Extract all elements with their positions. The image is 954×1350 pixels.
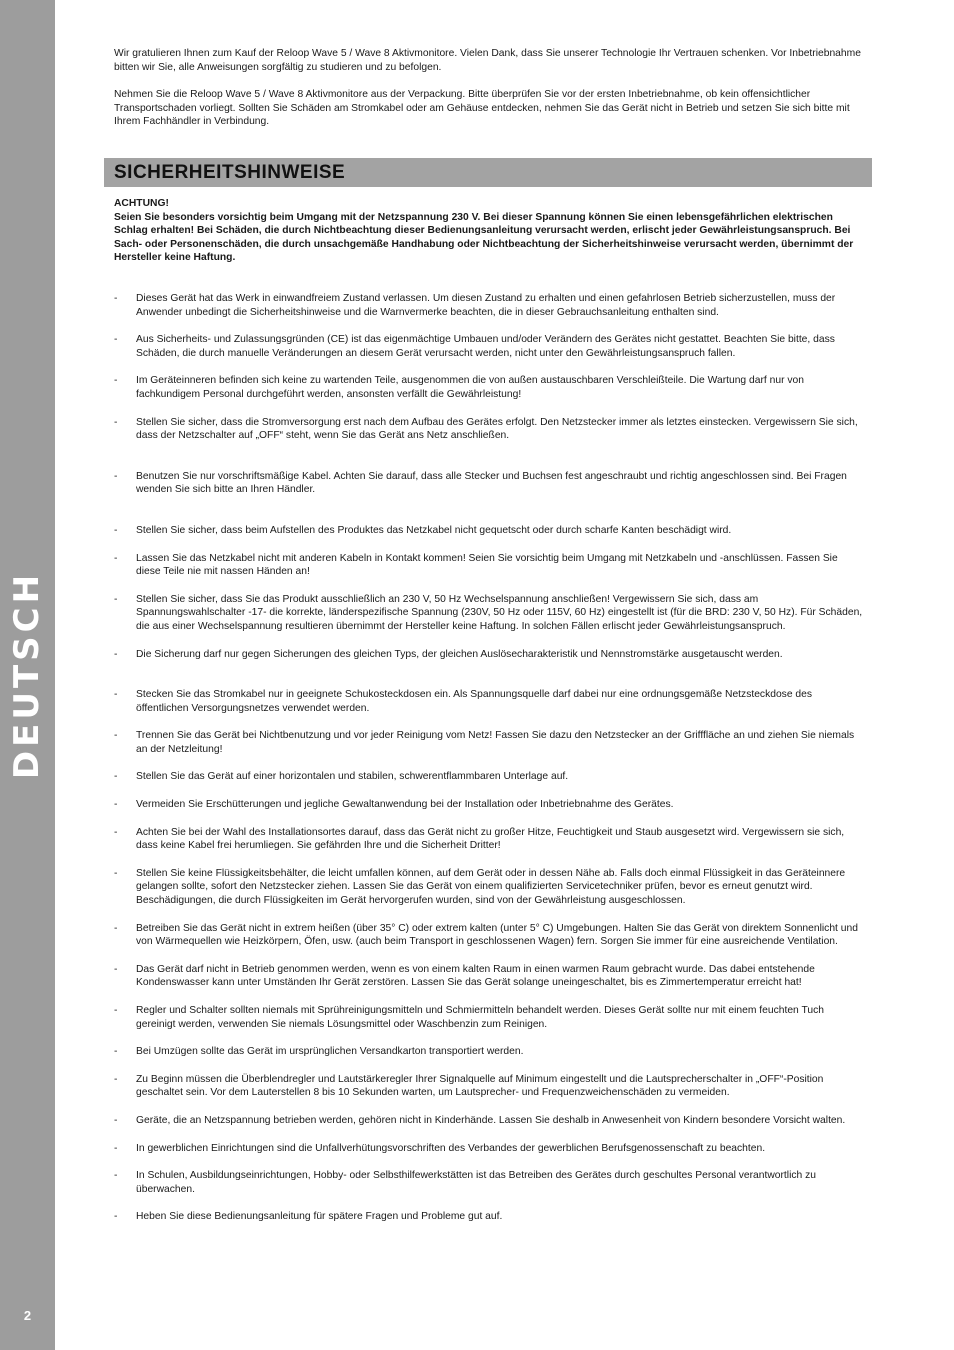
bullet-dash: - bbox=[114, 826, 118, 838]
bullet-dash: - bbox=[114, 648, 118, 660]
list-item bbox=[114, 1142, 864, 1156]
list-item bbox=[114, 688, 864, 715]
page-number: 2 bbox=[23, 1308, 32, 1323]
bullet-dash: - bbox=[114, 552, 118, 564]
warning-text: Seien Sie besonders vorsichtig beim Umgang mit der Netzspannung 230 V. Bei dieser Spannung können Sie einen lebensgefährlichen elektrischen Schlag erhalten! Bei Schäden, die durch Nichtbeachtung dieser Bedienungsanleitung verursacht werden, erlischt jeder Gewährleistungsanspruch. Bei Sach- oder Personenschäden, die durch unsachgemäße Handhabung oder Nichtbeachtung der Sicherheitshinweise verursacht werden, übernimmt der Hersteller keine Haftung. bbox=[114, 211, 854, 264]
list-item bbox=[114, 374, 864, 401]
bullet-dash: - bbox=[114, 416, 118, 428]
bullet-dash: - bbox=[114, 375, 118, 387]
list-item-text: Regler und Schalter sollten niemals mit Sprühreinigungsmitteln und Schmiermitteln behandelt werden. Dieses Gerät sollte nur mit einem feuchten Tuch gereinigt werden, verwenden Sie niemals Lösungsmittel oder Waschbenzin zum Reinigen. bbox=[136, 1005, 824, 1030]
warning-title: ACHTUNG! bbox=[114, 198, 169, 209]
list-item bbox=[114, 729, 864, 756]
bullet-dash: - bbox=[114, 1170, 118, 1182]
list-item bbox=[114, 963, 864, 990]
list-item-text: Vermeiden Sie Erschütterungen und jegliche Gewaltanwendung bei der Installation oder Inbetriebnahme des Gerätes. bbox=[136, 799, 674, 811]
bullet-dash: - bbox=[114, 593, 118, 605]
list-item-text: Stellen Sie keine Flüssigkeitsbehälter, die leicht umfallen können, auf dem Gerät oder in dessen Nähe ab. Falls doch einmal Flüssigkeit in das Geräteinnere gelangen sollte, sofort den Netzstecker ziehen. Lassen Sie das Gerät von einem qualifizierten Servicetechniker prüfen, bevor es erneut genutzt wird. Beschädigungen, die durch Flüssigkeiten im Gerät hervorgerufen wurden, sind von der Gewährleistung ausgeschlossen. bbox=[136, 867, 846, 907]
list-item-text: Im Geräteinneren befinden sich keine zu wartenden Teile, ausgenommen die von außen austauschbaren Verschleißteile. Die Wartung darf nur von fachkundigem Personal durchgeführt werden, ansonsten verfällt die Gewährleistung! bbox=[136, 375, 804, 400]
list-item-text: Betreiben Sie das Gerät nicht in extrem heißen (über 35° C) oder extrem kalten (unter 5° C) Umgebungen. Halten Sie das Gerät von direktem Sonnenlicht und von Wärmequellen wie Heizkörpern, Öfen, usw. (auch beim Transport in geschlossenen Wagen) fern. Sorgen Sie immer für eine ausreichende Ventilation. bbox=[136, 922, 858, 948]
section-header bbox=[104, 158, 872, 187]
list-item bbox=[114, 648, 864, 662]
list-item bbox=[114, 798, 864, 812]
bullet-dash: - bbox=[114, 799, 118, 811]
list-item bbox=[114, 1004, 864, 1031]
bullet-dash: - bbox=[114, 689, 118, 701]
bullet-dash: - bbox=[114, 867, 118, 879]
bullet-dash: - bbox=[114, 1114, 118, 1126]
bullet-dash: - bbox=[114, 524, 118, 536]
list-item-text: Stellen Sie sicher, dass Sie das Produkt ausschließlich an 230 V, 50 Hz Wechselspannung anschließen! Vergewissern Sie sich, dass am Spannungswahlschalter -17- die korrekte, länderspezifische Spannung (230V, 50 Hz oder 115V, 60 Hz) eingestellt ist (für die BRD: 230 V, 50 Hz). Für Schäden, die aus einer Wechselspannung resultieren übernimmt der Hersteller keine Haftung. In solchen Fällen erlischt jeder Gewährleistungsanspruch. bbox=[136, 593, 863, 632]
intro-paragraph: Nehmen Sie die Reloop Wave 5 / Wave 8 Aktivmonitore aus der Verpackung. Bitte überprüfen Sie vor der ersten Inbetriebnahme, ob kein offensichtlicher Transportschaden vorliegt. Sollten Sie Schäden am Stromkabel oder am Gehäuse entdecken, nehmen Sie das Gerät nicht in Betrieb und setzen Sie sich bitte mit Ihrem Fachhändler in Verbindung. bbox=[114, 89, 850, 128]
bullet-dash: - bbox=[114, 730, 118, 742]
list-item bbox=[114, 770, 864, 784]
list-item bbox=[114, 1114, 864, 1128]
list-item bbox=[114, 922, 864, 949]
bullet-dash: - bbox=[114, 771, 118, 783]
list-item bbox=[114, 470, 864, 497]
bullet-dash: - bbox=[114, 963, 118, 975]
bullet-dash: - bbox=[114, 293, 118, 304]
list-item bbox=[114, 1210, 864, 1224]
section-title: SICHERHEITSHINWEISE bbox=[114, 162, 346, 183]
intro-paragraph: Wir gratulieren Ihnen zum Kauf der Reloop Wave 5 / Wave 8 Aktivmonitore. Vielen Dank, dass Sie unserer Technologie Ihr Vertrauen schenken. Vor Inbetriebnahme bitten wir Sie, alle Anweisungen sorgfältig zu studieren und zu befolgen. bbox=[114, 48, 861, 73]
list-item bbox=[114, 593, 864, 634]
list-item-text: Trennen Sie das Gerät bei Nichtbenutzung und vor jeder Reinigung vom Netz! Fassen Sie dazu den Netzstecker an der Grifffläche an und ziehen Sie niemals an der Netzleitung! bbox=[136, 730, 855, 755]
list-item-text: Stellen Sie das Gerät auf einer horizontalen und stabilen, schwerentflammbaren Unterlage auf. bbox=[136, 771, 569, 783]
list-item bbox=[114, 1045, 864, 1059]
bullet-dash: - bbox=[114, 470, 118, 482]
warning-block bbox=[114, 197, 864, 265]
list-item-text: Das Gerät darf nicht in Betrieb genommen werden, wenn es von einem kalten Raum in einen warmen Raum gebracht wurde. Das dabei entstehende Kondenswasser kann unter Umständen Ihr Gerät zerstören. Lassen Sie das Gerät solange uneingeschaltet, bis es Zimmertemperatur erreicht hat! bbox=[136, 963, 815, 989]
bullet-dash: - bbox=[114, 922, 118, 934]
list-item bbox=[114, 867, 864, 908]
language-sidebar bbox=[0, 0, 55, 1350]
bullet-dash: - bbox=[114, 1142, 118, 1154]
list-item-text: In gewerblichen Einrichtungen sind die Unfallverhütungsvorschriften des Verbandes der gewerblichen Berufsgenossenschaft zu beachten. bbox=[136, 1142, 766, 1154]
bullet-dash: - bbox=[114, 1046, 118, 1058]
list-item-text: Die Sicherung darf nur gegen Sicherungen des gleichen Typs, der gleichen Auslösecharakteristik und Nennstromstärke ausgetauscht werden. bbox=[136, 648, 783, 660]
language-label: DEUTSCH bbox=[7, 570, 47, 780]
list-item-text: In Schulen, Ausbildungseinrichtungen, Hobby- oder Selbsthilfewerkstätten ist das Betreiben des Gerätes durch geschultes Personal verantwortlich zu überwachen. bbox=[136, 1170, 816, 1195]
list-item-text: Stellen Sie sicher, dass beim Aufstellen des Produktes das Netzkabel nicht gequetscht oder durch scharfe Kanten beschädigt wird. bbox=[136, 524, 732, 536]
bullet-dash: - bbox=[114, 1211, 118, 1223]
list-item bbox=[114, 1169, 864, 1196]
list-item-text: Lassen Sie das Netzkabel nicht mit anderen Kabeln in Kontakt kommen! Seien Sie vorsichtig beim Umgang mit Netzkabeln und -anschlüssen. Fassen Sie diese Teile nie mit nassen Händen an! bbox=[136, 552, 838, 578]
list-item-text: Stellen Sie sicher, dass die Stromversorgung erst nach dem Aufbau des Gerätes erfolgt. Den Netzstecker immer als letztes einstecken. Vergewissern Sie sich, dass der Netzschalter auf „OFF“ steht, wenn Sie das Gerät ans Netz anschließen. bbox=[136, 416, 858, 442]
list-item-text: Dieses Gerät hat das Werk in einwandfreiem Zustand verlassen. Um diesen Zustand zu erhalten und einen gefahrlosen Betrieb sicherzustellen, muss der Anwender unbedingt die Sicherheitshinweise und die Warnvermerke beachten, die in dieser Gebrauchsanleitung enthalten sind. bbox=[136, 293, 836, 318]
list-item bbox=[114, 333, 864, 360]
list-item bbox=[114, 524, 864, 538]
list-item-text: Geräte, die an Netzspannung betrieben werden, gehören nicht in Kinderhände. Lassen Sie deshalb in Anwesenheit von Kindern besondere Vorsicht walten. bbox=[136, 1114, 846, 1126]
bullet-dash: - bbox=[114, 1073, 118, 1085]
list-item-text: Zu Beginn müssen die Überblendregler und Lautstärkeregler Ihrer Signalquelle auf Minimum eingestellt und die Lautsprecherschalter in „OFF“-Position geschaltet sein. Vor dem Lauterstellen 8 bis 10 Sekunden warten, um Lautsprecher- und Frequenzweichenschäden zu vermeiden. bbox=[136, 1073, 824, 1099]
list-item-text: Aus Sicherheits- und Zulassungsgründen (CE) ist das eigenmächtige Umbauen und/oder Verändern des Gerätes nicht gestattet. Beachten Sie bitte, dass Schäden, die durch manuelle Veränderungen an diesem Gerät verursacht werden, nicht unter den Gewährleistungsanspruch fallen. bbox=[136, 334, 835, 359]
bullet-dash: - bbox=[114, 334, 118, 346]
bullet-dash: - bbox=[114, 1005, 118, 1016]
list-item-text: Stecken Sie das Stromkabel nur in geeignete Schukosteckdosen ein. Als Spannungsquelle darf dabei nur eine ordnungsgemäße Netzsteckdose des öffentlichen Versorgungsnetzes verwendet werden. bbox=[136, 689, 813, 714]
list-item bbox=[114, 552, 864, 579]
list-item-text: Achten Sie bei der Wahl des Installationsortes darauf, dass das Gerät nicht zu großer Hitze, Feuchtigkeit und Staub ausgesetzt wird. Vergewissern sie sich, dass keine Kabel frei herumliegen. Sie gefährden Ihre und die Sicherheit Dritter! bbox=[136, 826, 845, 852]
list-item bbox=[114, 1073, 864, 1100]
intro-text bbox=[114, 47, 864, 129]
list-item bbox=[114, 826, 864, 853]
list-item-text: Heben Sie diese Bedienungsanleitung für spätere Fragen und Probleme gut auf. bbox=[136, 1211, 503, 1223]
list-item-text: Bei Umzügen sollte das Gerät im ursprünglichen Versandkarton transportiert werden. bbox=[136, 1046, 524, 1058]
list-item bbox=[114, 416, 864, 443]
list-item-text: Benutzen Sie nur vorschriftsmäßige Kabel. Achten Sie darauf, dass alle Stecker und Buchsen fest angeschraubt und richtig angeschlossen sind. Bei Fragen wenden Sie sich bitte an Ihren Händler. bbox=[136, 470, 847, 496]
list-item bbox=[114, 292, 864, 319]
safety-list bbox=[114, 278, 864, 1224]
